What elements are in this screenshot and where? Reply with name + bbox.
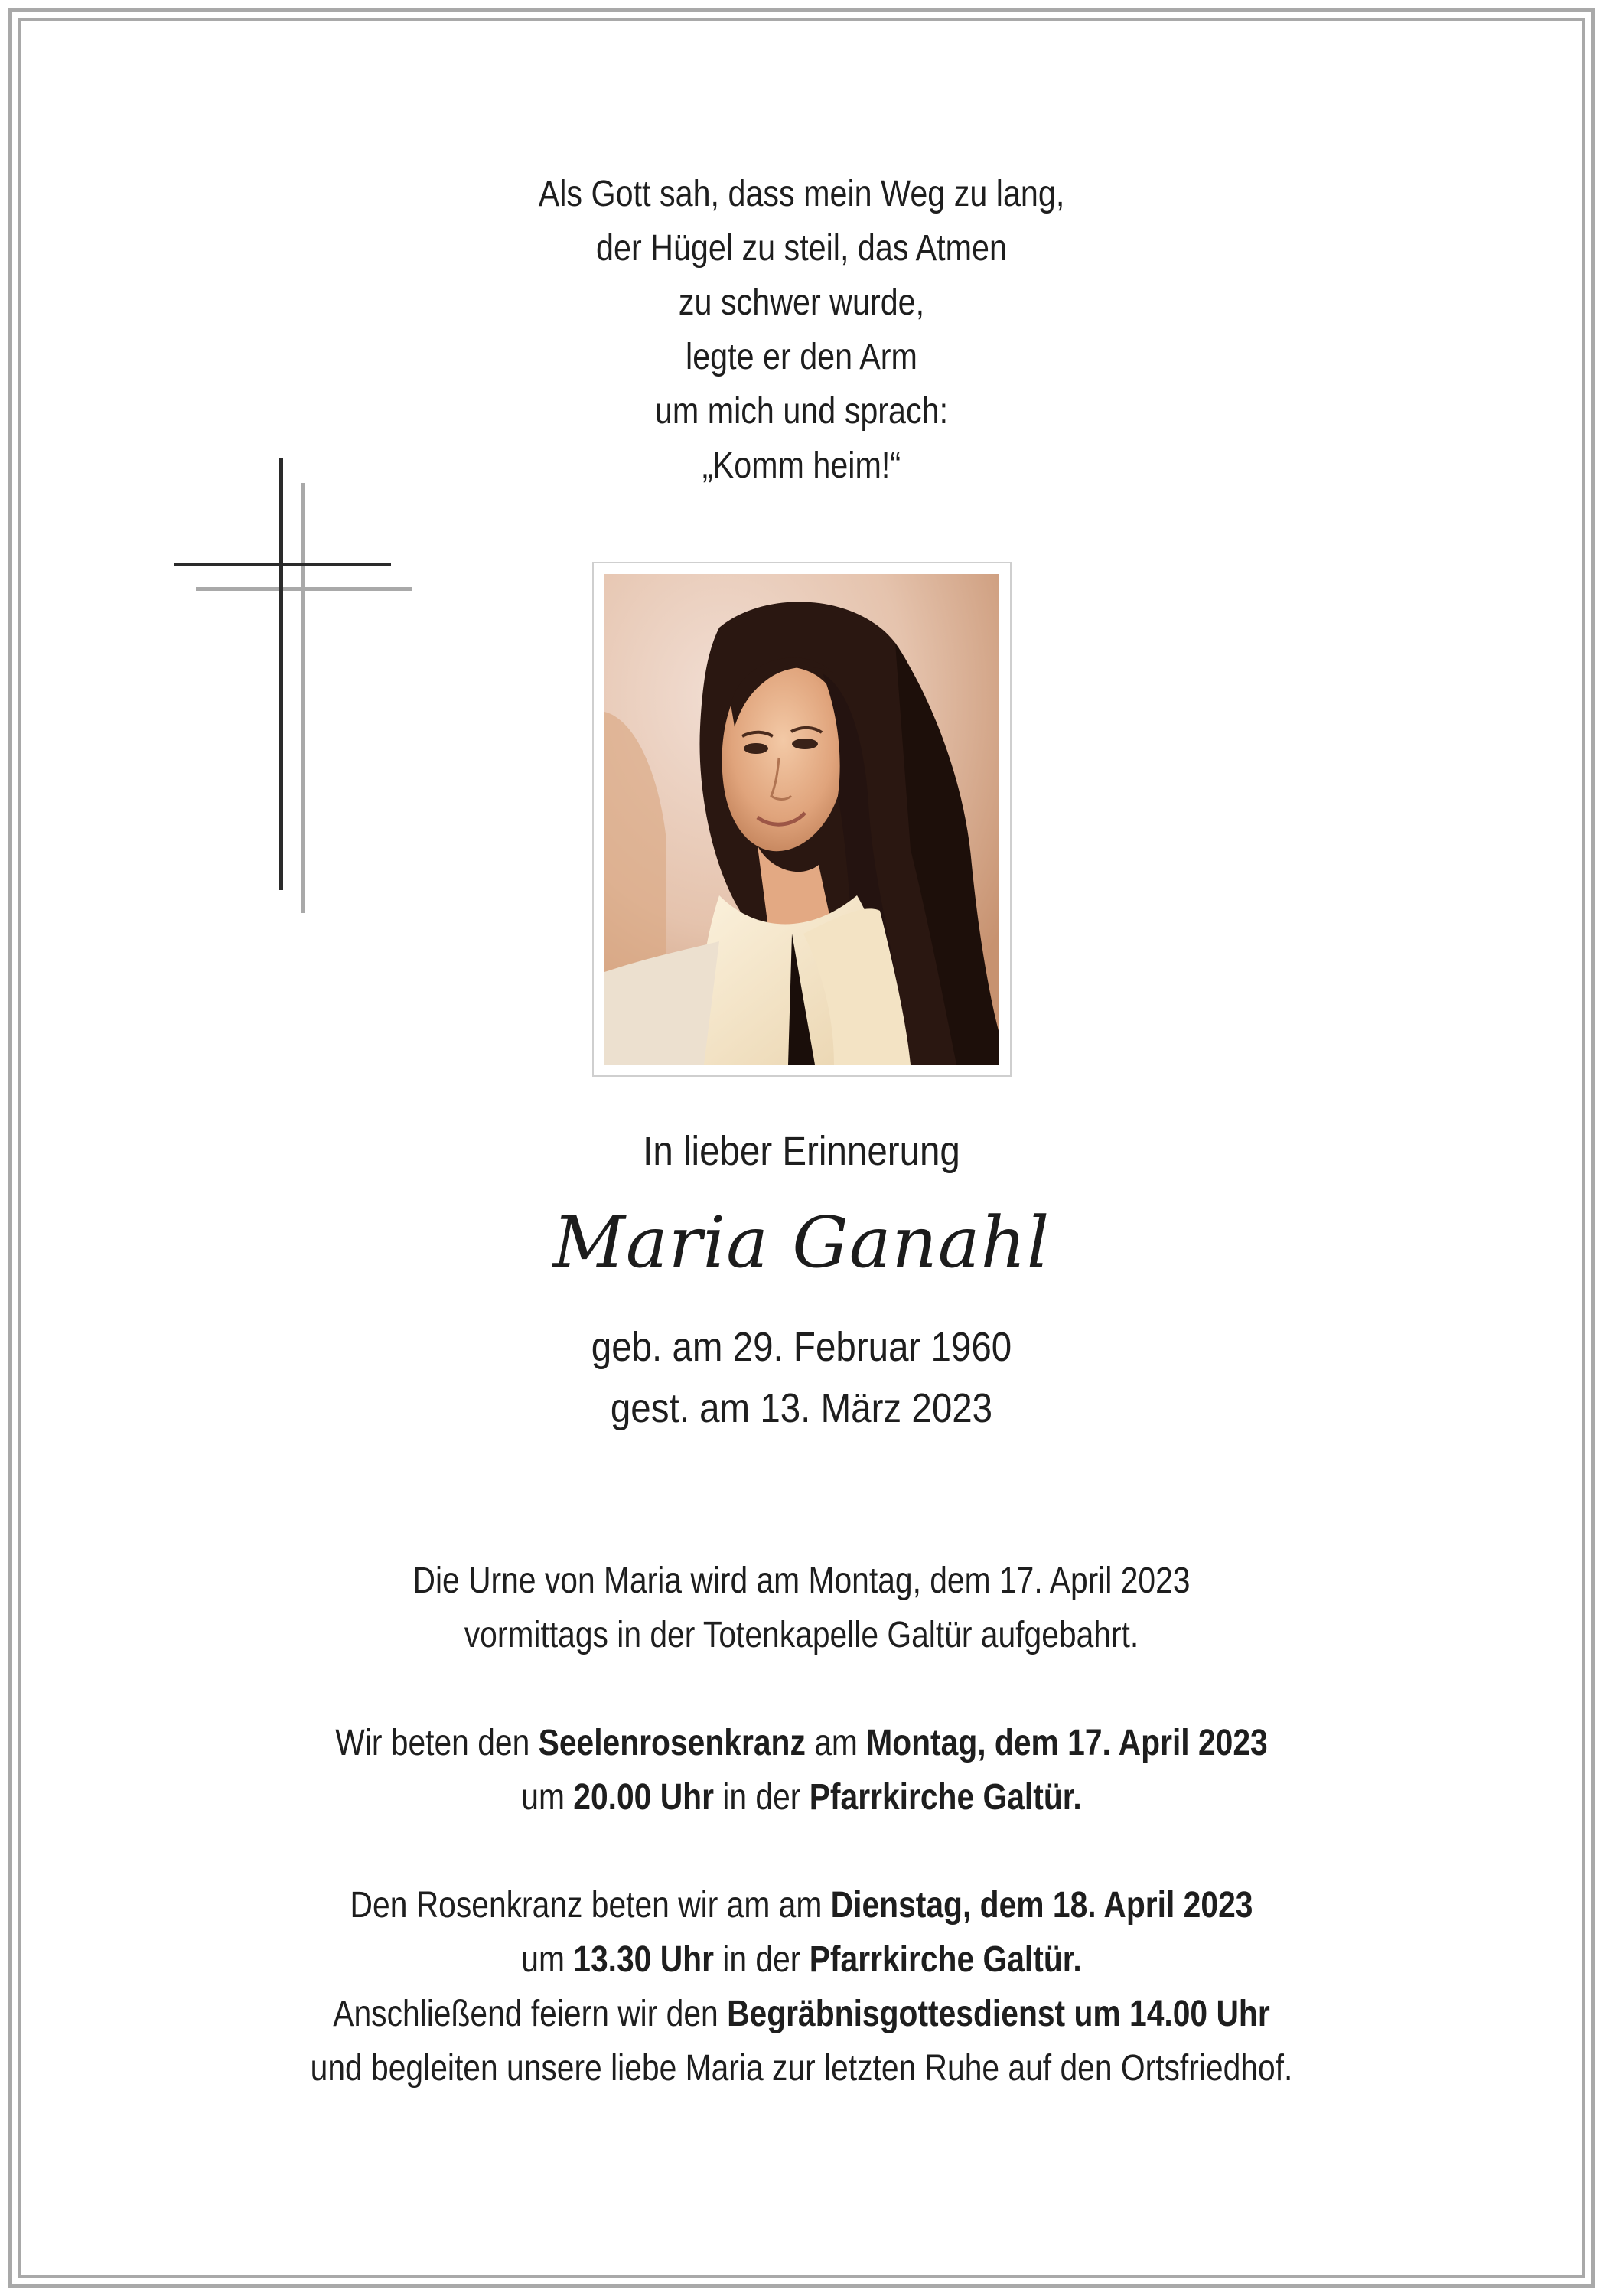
urn-line-1: Die Urne von Maria wird am Montag, dem 17. April 2023 (412, 1561, 1191, 1601)
poem-line: um mich und sprach: (654, 391, 949, 432)
deceased-name: Maria Ganahl (552, 1202, 1051, 1283)
ceremony-info (120, 1554, 1483, 2095)
rosary-2-line-1: Den Rosenkranz beten wir am am Dienstag, dem 18. April 2023 (350, 1885, 1253, 1926)
cross-vertical-light (301, 483, 305, 913)
funeral-line-2: und begleiten unsere liebe Maria zur letzten Ruhe auf den Ortsfriedhof. (310, 2048, 1293, 2089)
poem-line: zu schwer wurde, (678, 282, 925, 323)
poem-line: legte er den Arm (686, 337, 917, 377)
cross-horizontal-light (196, 587, 412, 591)
photo-frame (592, 562, 1012, 1077)
urn-line-2: vormittags in der Totenkapelle Galtür aufgebahrt. (464, 1615, 1139, 1655)
funeral-line-1: Anschließend feiern wir den Begräbnisgottesdienst um 14.00 Uhr (333, 1994, 1270, 2034)
poem-line: Als Gott sah, dass mein Weg zu lang, (538, 174, 1065, 214)
portrait-photo (604, 574, 999, 1065)
life-dates (96, 1316, 1507, 1439)
rosary-2-line-2: um 13.30 Uhr in der Pfarrkirche Galtür. (521, 1939, 1082, 1980)
poem (112, 167, 1491, 493)
poem-line: „Komm heim!“ (702, 445, 901, 486)
cross-icon (172, 458, 417, 917)
cross-horizontal-dark (174, 563, 391, 566)
poem-line: der Hügel zu steil, das Atmen (596, 228, 1007, 269)
death-date: gest. am 13. März 2023 (610, 1385, 993, 1431)
rosary-1-line-2: um 20.00 Uhr in der Pfarrkirche Galtür. (521, 1777, 1082, 1818)
cross-vertical-dark (279, 458, 283, 890)
rosary-1-line-1: Wir beten den Seelenrosenkranz am Montag, dem 17. April 2023 (335, 1723, 1268, 1763)
memorial-heading: In lieber Erinnerung (643, 1128, 960, 1174)
birth-date: geb. am 29. Februar 1960 (591, 1324, 1012, 1370)
